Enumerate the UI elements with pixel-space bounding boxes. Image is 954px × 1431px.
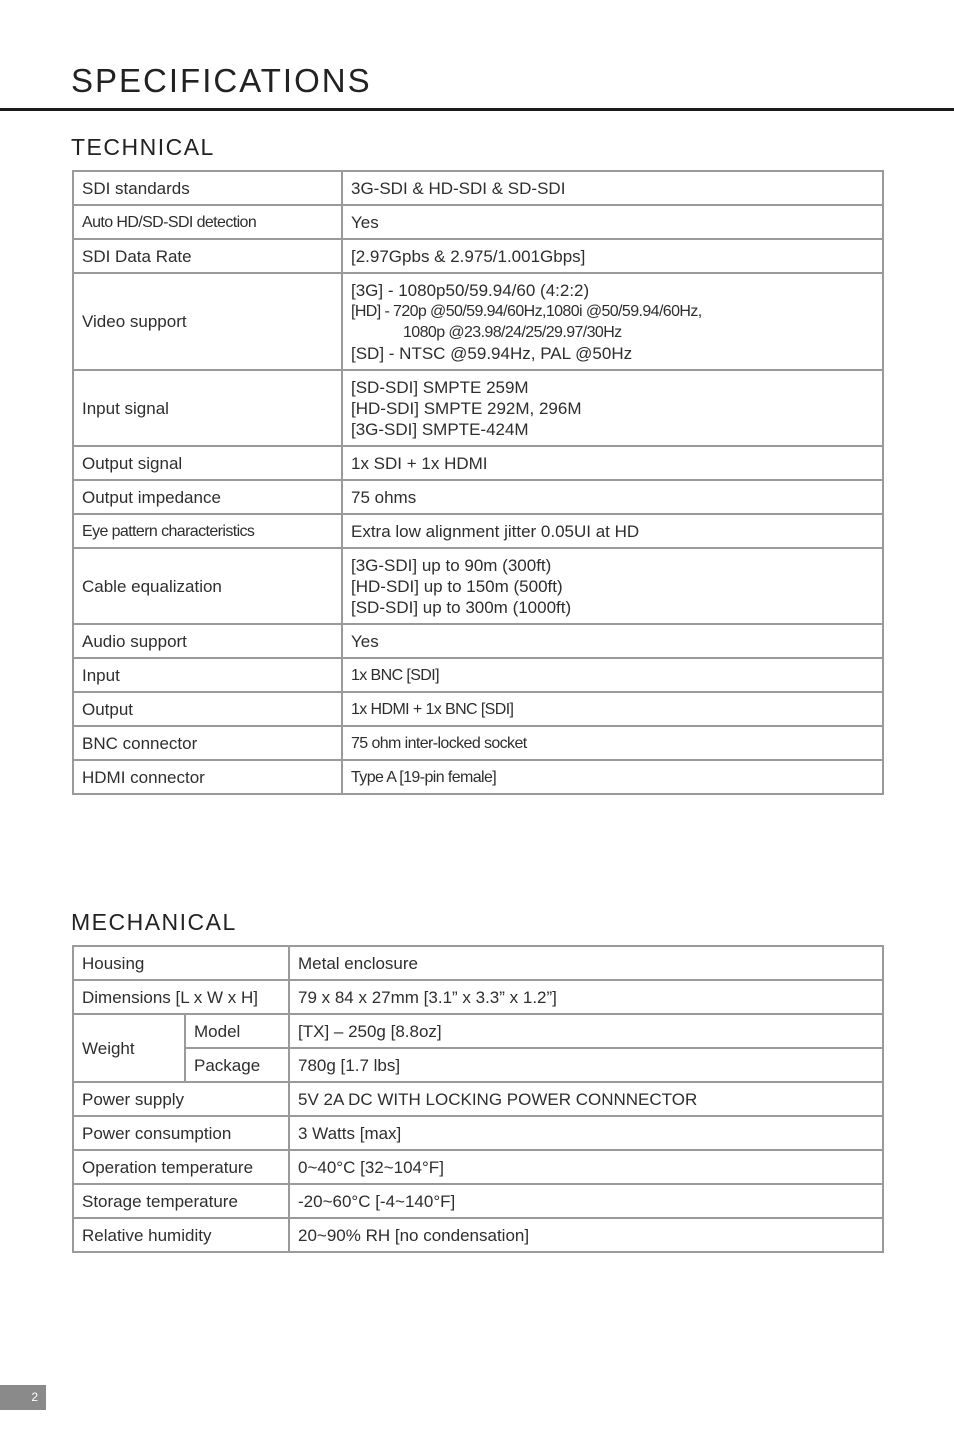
table-row xyxy=(73,370,883,446)
spec-label: Operation temperature xyxy=(73,1150,289,1184)
spec-value: 3 Watts [max] xyxy=(289,1116,883,1150)
spec-value: Yes xyxy=(342,205,883,239)
page-number: 2 xyxy=(0,1385,46,1410)
table-row xyxy=(73,239,883,273)
table-row xyxy=(73,1218,883,1252)
spec-label: Relative humidity xyxy=(73,1218,289,1252)
technical-heading: TECHNICAL xyxy=(71,134,215,160)
spec-label: Storage temperature xyxy=(73,1184,289,1218)
spec-value: 1x HDMI + 1x BNC [SDI] xyxy=(342,692,883,726)
spec-label: Weight xyxy=(73,1014,185,1082)
spec-value xyxy=(342,548,883,624)
spec-value: Type A [19-pin female] xyxy=(342,760,883,794)
table-row xyxy=(73,480,883,514)
table-row xyxy=(73,548,883,624)
spec-label: Power consumption xyxy=(73,1116,289,1150)
spec-value-line: [SD-SDI] SMPTE 259M xyxy=(351,377,529,397)
title-divider xyxy=(0,108,954,111)
spec-label: Dimensions [L x W x H] xyxy=(73,980,289,1014)
spec-value: -20~60°C [-4~140°F] xyxy=(289,1184,883,1218)
spec-value: 1x BNC [SDI] xyxy=(342,658,883,692)
table-row xyxy=(73,658,883,692)
page-title: SPECIFICATIONS xyxy=(71,62,372,99)
table-row xyxy=(73,1082,883,1116)
spec-label: Input signal xyxy=(73,370,342,446)
mechanical-spec-table xyxy=(72,945,884,1253)
spec-value-line: 1080p @23.98/24/25/29.97/30Hz xyxy=(403,323,622,341)
spec-value: 75 ohm inter-locked socket xyxy=(342,726,883,760)
table-row xyxy=(73,446,883,480)
spec-label: Power supply xyxy=(73,1082,289,1116)
spec-value: 79 x 84 x 27mm [3.1” x 3.3” x 1.2”] xyxy=(289,980,883,1014)
spec-value-line: [HD-SDI] up to 150m (500ft) xyxy=(351,576,563,596)
spec-label: Housing xyxy=(73,946,289,980)
spec-value-line: [HD-SDI] SMPTE 292M, 296M xyxy=(351,398,582,418)
table-row xyxy=(73,1116,883,1150)
table-row xyxy=(73,171,883,205)
spec-value: 0~40°C [32~104°F] xyxy=(289,1150,883,1184)
table-row xyxy=(73,946,883,980)
spec-label: BNC connector xyxy=(73,726,342,760)
table-row xyxy=(73,692,883,726)
table-row xyxy=(73,514,883,548)
spec-label: Eye pattern characteristics xyxy=(73,514,342,548)
spec-value-line: [SD] - NTSC @59.94Hz, PAL @50Hz xyxy=(351,343,633,363)
mechanical-heading: MECHANICAL xyxy=(71,909,237,935)
spec-value: 3G-SDI & HD-SDI & SD-SDI xyxy=(342,171,883,205)
table-row xyxy=(73,1048,883,1082)
spec-label: Cable equalization xyxy=(73,548,342,624)
table-row xyxy=(73,273,883,370)
spec-label: Audio support xyxy=(73,624,342,658)
spec-value xyxy=(342,370,883,446)
spec-label: Auto HD/SD-SDI detection xyxy=(73,205,342,239)
spec-value: 780g [1.7 lbs] xyxy=(289,1048,883,1082)
spec-value: 5V 2A DC WITH LOCKING POWER CONNNECTOR xyxy=(289,1082,883,1116)
spec-value: 20~90% RH [no condensation] xyxy=(289,1218,883,1252)
spec-label: Input xyxy=(73,658,342,692)
table-row xyxy=(73,205,883,239)
technical-spec-table xyxy=(72,170,884,795)
spec-sublabel: Package xyxy=(185,1048,289,1082)
table-row xyxy=(73,980,883,1014)
spec-value-line: [3G-SDI] up to 90m (300ft) xyxy=(351,555,552,575)
spec-label: SDI standards xyxy=(73,171,342,205)
spec-value: Yes xyxy=(342,624,883,658)
table-row xyxy=(73,1014,883,1048)
table-row xyxy=(73,726,883,760)
spec-sublabel: Model xyxy=(185,1014,289,1048)
table-row xyxy=(73,760,883,794)
table-row xyxy=(73,1150,883,1184)
spec-value: Extra low alignment jitter 0.05UI at HD xyxy=(342,514,883,548)
spec-value: 75 ohms xyxy=(342,480,883,514)
spec-value: [TX] – 250g [8.8oz] xyxy=(289,1014,883,1048)
spec-value-line: [3G-SDI] SMPTE-424M xyxy=(351,419,529,439)
spec-label: Output signal xyxy=(73,446,342,480)
spec-value: 1x SDI + 1x HDMI xyxy=(342,446,883,480)
spec-label: Output xyxy=(73,692,342,726)
spec-value: [2.97Gpbs & 2.975/1.001Gbps] xyxy=(342,239,883,273)
table-row xyxy=(73,624,883,658)
spec-value-line: [3G] - 1080p50/59.94/60 (4:2:2) xyxy=(351,280,590,300)
spec-value-line: [SD-SDI] up to 300m (1000ft) xyxy=(351,597,572,617)
spec-label: HDMI connector xyxy=(73,760,342,794)
spec-label: SDI Data Rate xyxy=(73,239,342,273)
spec-value xyxy=(342,273,883,370)
spec-label: Output impedance xyxy=(73,480,342,514)
spec-value-line: [HD] - 720p @50/59.94/60Hz,1080i @50/59.94/60Hz, xyxy=(351,302,702,320)
spec-label: Video support xyxy=(73,273,342,370)
table-row xyxy=(73,1184,883,1218)
spec-value: Metal enclosure xyxy=(289,946,883,980)
